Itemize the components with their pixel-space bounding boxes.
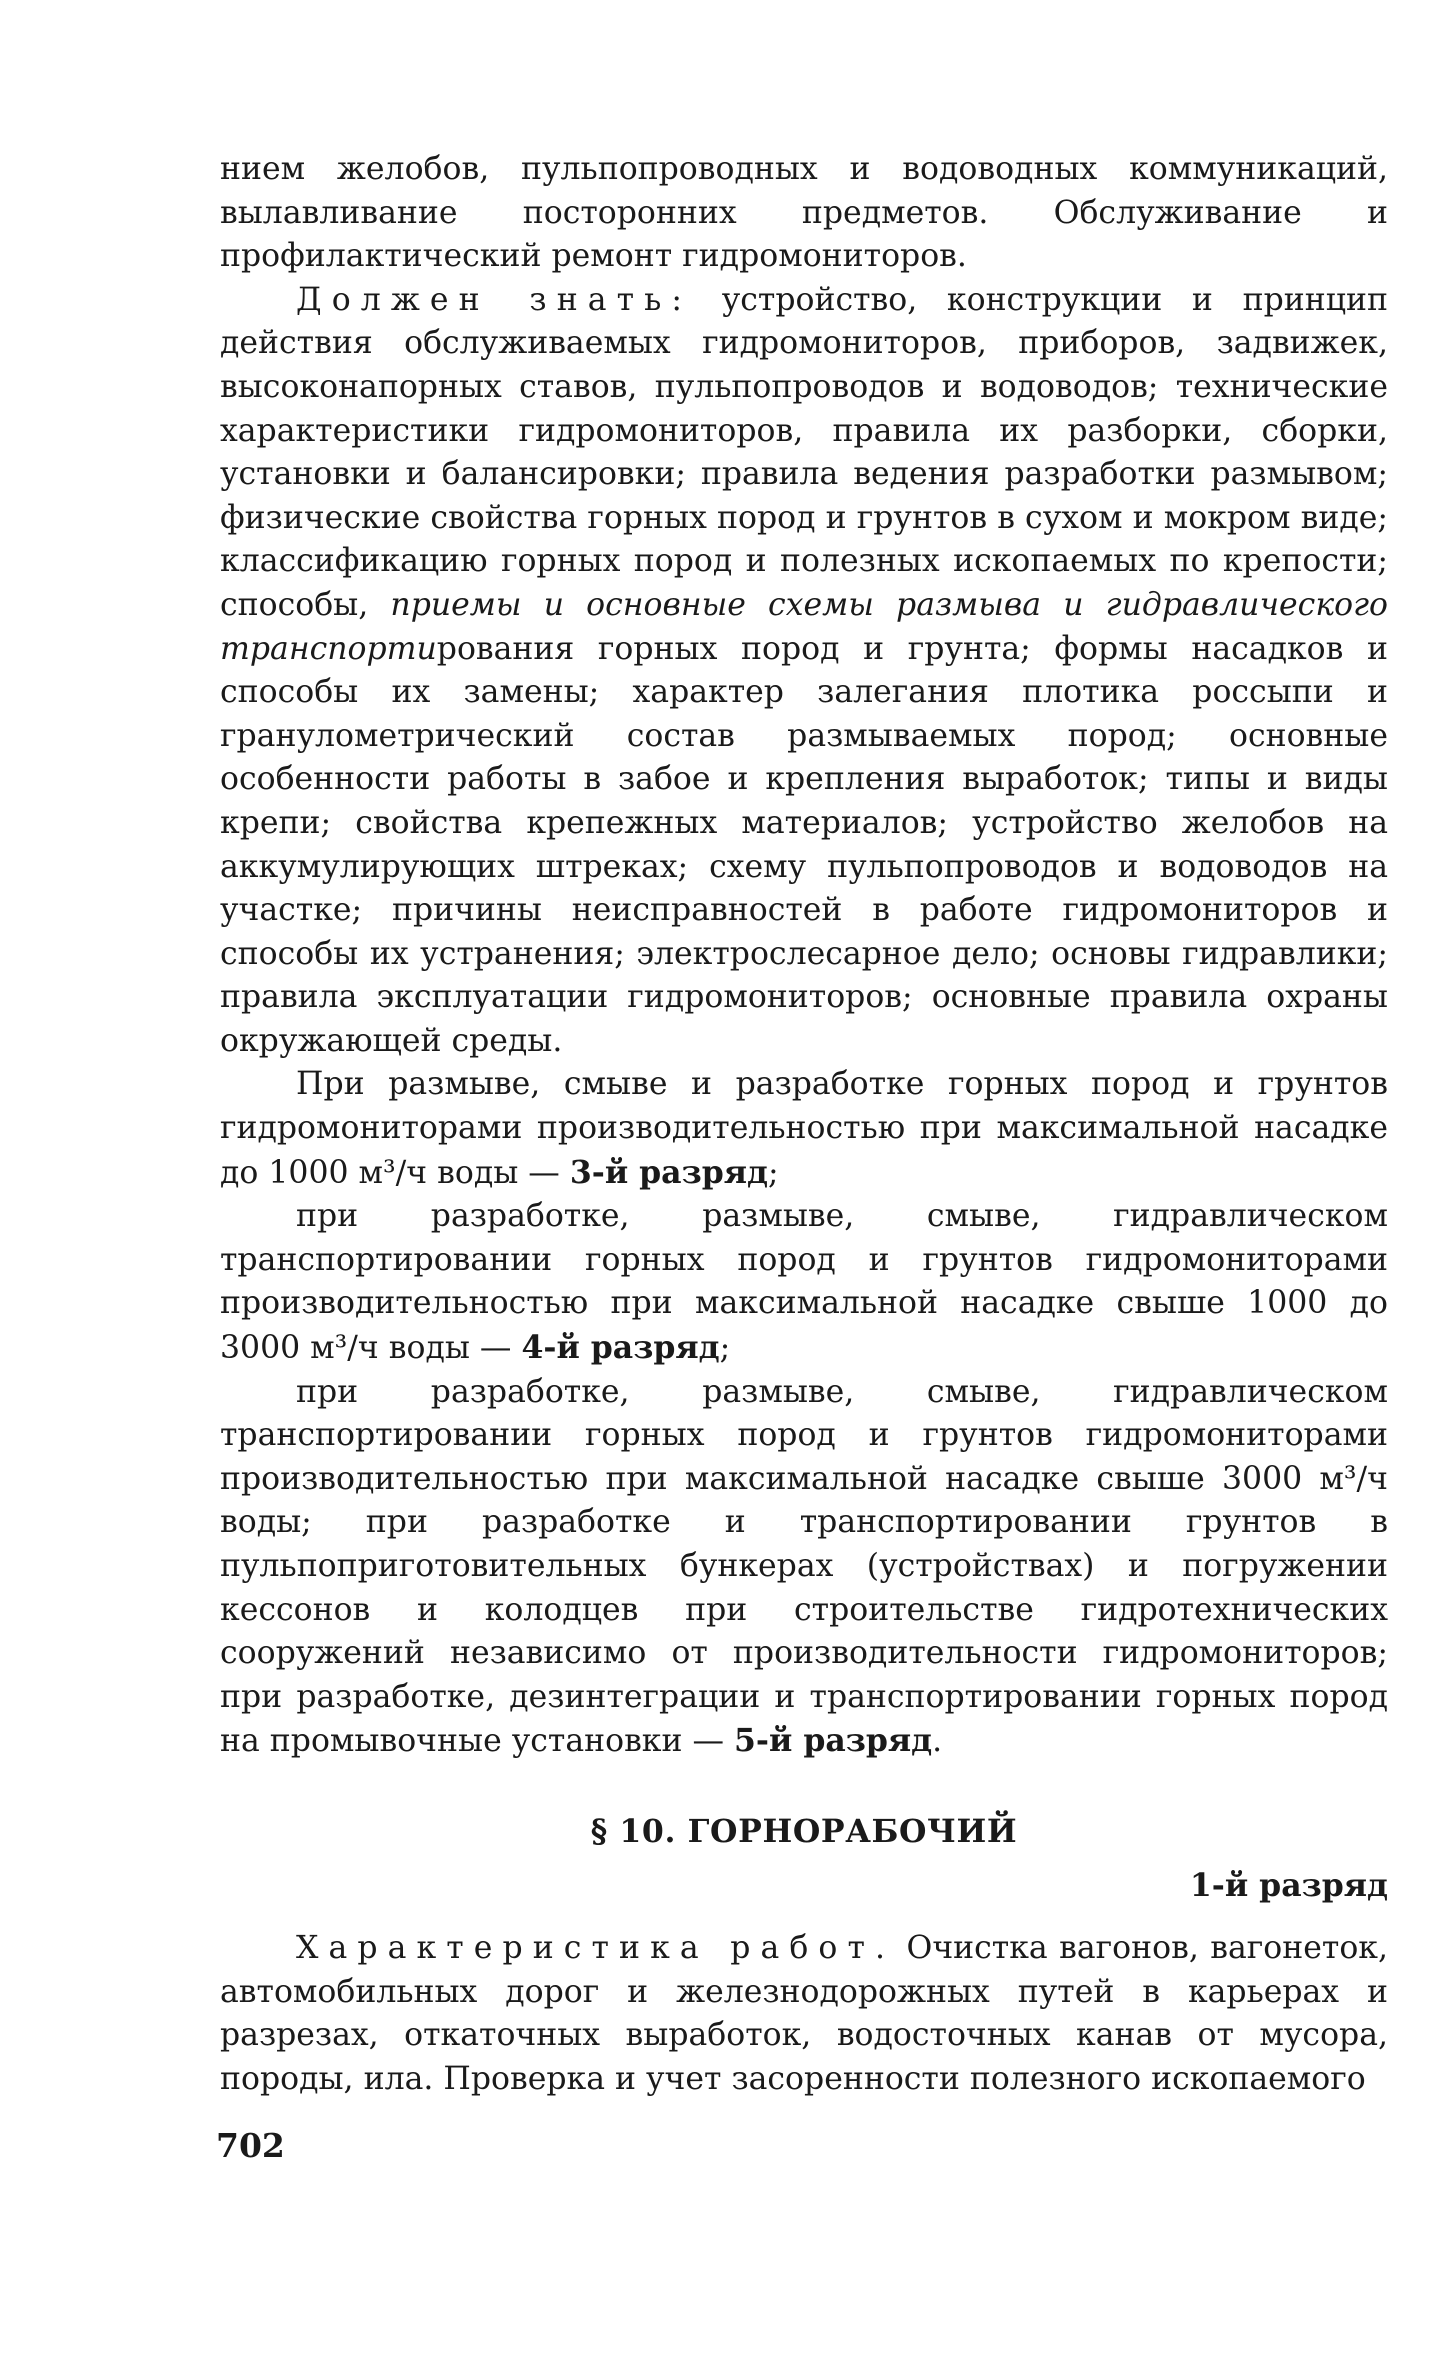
work-characteristics-lead: Характеристика работ.	[296, 1930, 896, 1967]
should-know-text-italic: приемы и основные схемы размыва и гидравлического транспорти	[220, 586, 1388, 667]
grade-3-text: При размыве, смыве и разработке горных пород и грунтов гидромониторами производительностью при максимальной насадке до 1000 м³/ч воды —	[220, 1066, 1388, 1191]
should-know-lead: Должен знать:	[296, 281, 693, 318]
grade-3-tail: ;	[767, 1154, 779, 1191]
grade-5-tail: .	[932, 1723, 943, 1760]
page-number: 702	[216, 2126, 285, 2165]
grade-4-label: 4-й разряд	[521, 1329, 720, 1367]
work-characteristics-text: Очистка вагонов, вагонеток, автомобильных дорог и железнодорожных путей в карьерах и разрезах, откаточных выработок, водосточных канав от мусора, породы, ила. Проверка и учет засоренности полезного ископаемого	[220, 1930, 1388, 2097]
paragraph-work-characteristics	[220, 1927, 1388, 2101]
grade-4-text: при разработке, размыве, смыве, гидравлическом транспортировании горных пород и грунтов гидромониторами производительностью при максимальной насадке свыше 1000 до 3000 м³/ч воды —	[220, 1198, 1388, 1367]
grade-5-label: 5-й разряд	[734, 1722, 933, 1760]
should-know-text-b: рования горных пород и грунта; формы насадков и способы их замены; характер залегания плотика россыпи и гранулометрический состав размываемых пород; основные особенности работы в забое и крепления выработок; типы и виды крепи; свойства крепежных материалов; устройство желобов на аккумулирующих штреках; схему пульпопроводов и водоводов на участке; причины неисправностей в работе гидромониторов и способы их устранения; электрослесарное дело; основы гидравлики; правила эксплуатации гидромониторов; основные правила охраны окружающей среды.	[220, 630, 1388, 1059]
paragraph-grade-5	[220, 1371, 1388, 1764]
paragraph-grade-4	[220, 1195, 1388, 1370]
paragraph-continuation: нием желобов, пульпопроводных и водоводных коммуникаций, вылавливание посторонних предметов. Обслуживание и профилактический ремонт гидромониторов.	[220, 151, 1388, 275]
section-title: § 10. ГОРНОРАБОЧИЙ	[590, 1812, 1018, 1850]
should-know-text-a: устройство, конструкции и принцип действия обслуживаемых гидромониторов, приборов, задвижек, высоконапорных ставов, пульпопроводов и водоводов; технические характеристики гидромониторов, правила их разборки, сборки, установки и балансировки; правила ведения разработки размывом; физические свойства горных пород и грунтов в сухом и мокром виде; классификацию горных пород и полезных ископаемых по крепости; способы,	[220, 281, 1388, 623]
paragraph-should-know	[220, 279, 1388, 1064]
grade-4-tail: ;	[719, 1330, 731, 1367]
grade-3-label: 3-й разряд	[569, 1153, 768, 1191]
grade-heading: 1-й разряд	[1189, 1866, 1388, 1904]
paragraph-grade-3	[220, 1063, 1388, 1195]
grade-5-text: при разработке, размыве, смыве, гидравлическом транспортировании горных пород и грунтов гидромониторами производительностью при максимальной насадке свыше 3000 м³/ч воды; при разработке и транспортировании грунтов в пульпоприготовительных бункерах (устройствах) и погружении кессонов и колодцев при строительстве гидротехнических сооружений независимо от производительности гидромониторов; при разработке, дезинтеграции и транспортировании горных пород на промывочные установки —	[220, 1373, 1388, 1760]
document-page	[220, 148, 1388, 2102]
